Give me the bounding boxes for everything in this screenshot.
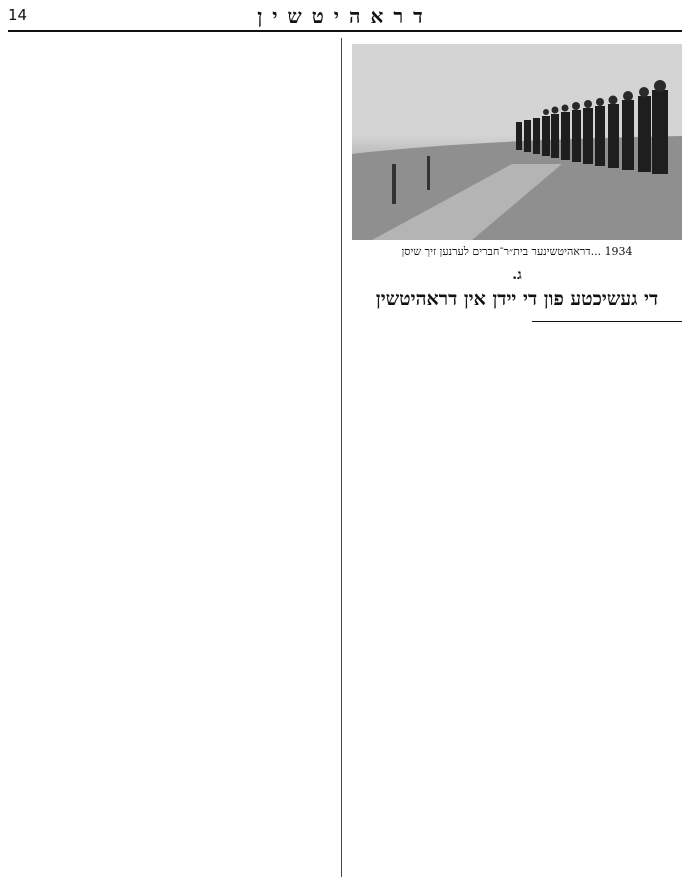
photo-caption: 1934 ...דראהיטשינער בית״ר־חברים לערנען זיך שיסן xyxy=(401,245,633,258)
running-header xyxy=(8,4,682,32)
footnote-rule xyxy=(532,321,682,322)
running-title: דראהיטשין xyxy=(257,4,433,28)
section-letter: ג. xyxy=(512,267,522,283)
page-number: 14 xyxy=(8,6,28,24)
column-divider xyxy=(341,38,342,877)
section-title: די געשיכטע פון די יידן אין דראהיטשין xyxy=(375,287,659,310)
photo-figures xyxy=(352,44,682,240)
right-column xyxy=(352,38,682,326)
photo xyxy=(352,44,682,240)
